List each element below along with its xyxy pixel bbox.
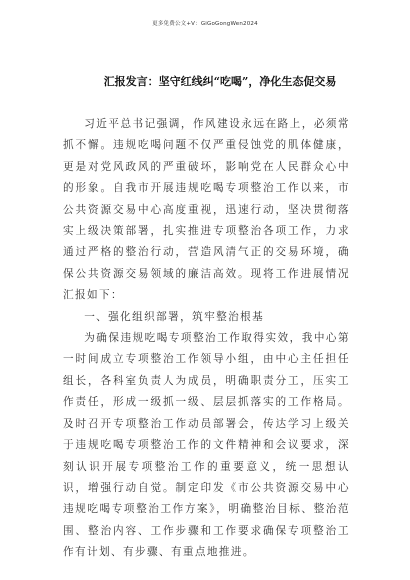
intro-paragraph: 习近平总书记强调，作风建设永远在路上，必须常抓不懈。违规吃喝问题不仅严重侵蚀党的肌体健康，更是对党风政风的严重破坏，影响党在人民群众心中的形象。自我市开展违规吃喝专项整治工作以来，市公共资源交易中心高度重视，迅速行动，坚决贯彻落实上级决策部署，扎实推进专项整治各项工作，力求通过严格的整治行动，营造风清气正的交易环境，确保公共资源交易领域的廉洁高效。现将工作进展情况汇报如下：: [63, 118, 350, 302]
section-paragraph: 为确保违规吃喝专项整治工作取得实效，我中心第一时间成立专项整治工作领导小组，由中心主任担任组长，各科室负责人为成员，明确职责分工，压实工作责任，形成一级抓一级、层层抓落实的工作格局。及时召开专项整治工作动员部署会，传达学习上级关于违规吃喝专项整治工作的文件精神和会议要求，深刻认识开展专项整治工作的重要意义，统一思想认识，增强行动自觉。制定印发《市公共资源交易中心违规吃喝专项整治工作方案》，明确整治目标、整治范围、整治内容、工作步骤和工作要求确保专项整治工作有计划、有步骤、有重点地推进。: [63, 332, 350, 559]
section-heading: 一、强化组织部署，筑牢整治根基: [84, 310, 265, 323]
document-title: 汇报发言：坚守红线纠“吃喝”，净化生态促交易: [103, 75, 337, 88]
document-body: [63, 114, 350, 564]
header-note: 更多免费公文+V：GiGoGongWen2024: [152, 21, 258, 27]
